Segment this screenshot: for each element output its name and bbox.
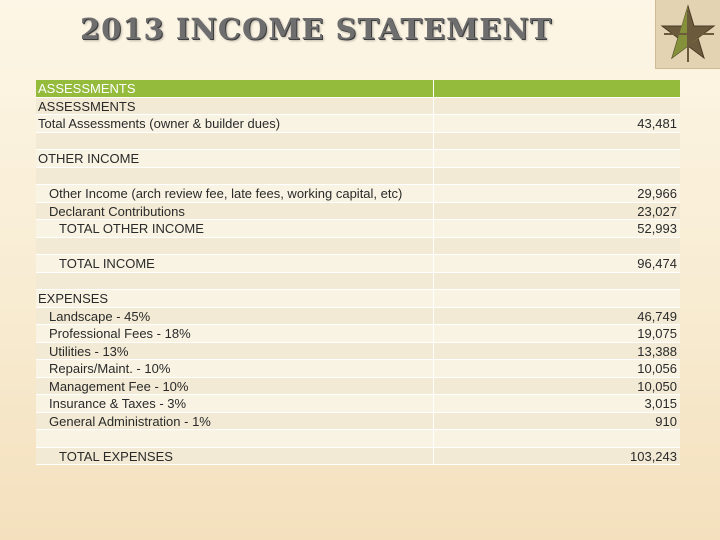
- row-label: Management Fee - 10%: [36, 378, 434, 395]
- row-value: 19,075: [637, 326, 677, 341]
- row-label: ASSESSMENTS: [36, 98, 434, 115]
- row-label: [36, 133, 434, 150]
- table-row: [36, 413, 680, 431]
- table-row: [36, 395, 680, 413]
- row-value: 46,749: [637, 308, 677, 324]
- page-title: 2013 INCOME STATEMENT: [80, 12, 553, 46]
- star-icon: [656, 0, 720, 68]
- row-value: [434, 290, 680, 307]
- table-row: [36, 448, 680, 466]
- row-label: TOTAL OTHER INCOME: [36, 220, 434, 237]
- table-row: [36, 98, 680, 116]
- row-label: Repairs/Maint. - 10%: [36, 360, 434, 377]
- row-label: [36, 430, 434, 447]
- row-label: OTHER INCOME: [36, 150, 434, 167]
- row-label: Utilities - 13%: [36, 343, 434, 360]
- row-label: General Administration - 1%: [36, 413, 434, 430]
- table-row: [36, 430, 680, 448]
- table-row: [36, 80, 680, 98]
- row-value: 96,474: [637, 256, 677, 271]
- row-value: 10,050: [637, 378, 677, 394]
- row-value: 52,993: [637, 221, 677, 236]
- table-row: [36, 255, 680, 273]
- row-value: [434, 273, 680, 290]
- income-statement-table: [36, 80, 680, 465]
- table-row: [36, 343, 680, 361]
- row-label: Landscape - 45%: [36, 308, 434, 325]
- table-row: [36, 360, 680, 378]
- table-row: [36, 238, 680, 256]
- table-row: [36, 185, 680, 203]
- row-label: [36, 238, 434, 255]
- row-value: [434, 430, 680, 447]
- row-label: [36, 168, 434, 185]
- row-label: Other Income (arch review fee, late fees, working capital, etc): [36, 185, 434, 202]
- row-value: 10,056: [637, 361, 677, 376]
- row-label: Declarant Contributions: [36, 203, 434, 220]
- row-value: [434, 150, 680, 167]
- row-value: [434, 80, 680, 97]
- row-value: [434, 133, 680, 150]
- row-label: Professional Fees - 18%: [36, 325, 434, 342]
- table-row: [36, 115, 680, 133]
- row-label: TOTAL INCOME: [36, 255, 434, 272]
- row-label: Insurance & Taxes - 3%: [36, 395, 434, 412]
- table-row: [36, 308, 680, 326]
- row-value: [434, 98, 680, 115]
- logo: [655, 0, 720, 69]
- table-row: [36, 378, 680, 396]
- table-row: [36, 290, 680, 308]
- table-row: [36, 220, 680, 238]
- table-row: [36, 150, 680, 168]
- row-label: ASSESSMENTS: [36, 80, 434, 97]
- row-label: EXPENSES: [36, 290, 434, 307]
- row-value: 23,027: [637, 203, 677, 219]
- row-value: 29,966: [637, 186, 677, 201]
- table-row: [36, 273, 680, 291]
- table-row: [36, 203, 680, 221]
- row-value: 3,015: [644, 396, 677, 411]
- row-value: [434, 168, 680, 185]
- row-label: Total Assessments (owner & builder dues): [36, 115, 434, 132]
- row-value: 13,388: [637, 343, 677, 359]
- row-label: TOTAL EXPENSES: [36, 448, 434, 465]
- table-row: [36, 168, 680, 186]
- row-value: 103,243: [630, 448, 677, 464]
- table-row: [36, 325, 680, 343]
- row-value: 910: [655, 413, 677, 429]
- row-value: 43,481: [637, 116, 677, 131]
- row-value: [434, 238, 680, 255]
- row-label: [36, 273, 434, 290]
- table-row: [36, 133, 680, 151]
